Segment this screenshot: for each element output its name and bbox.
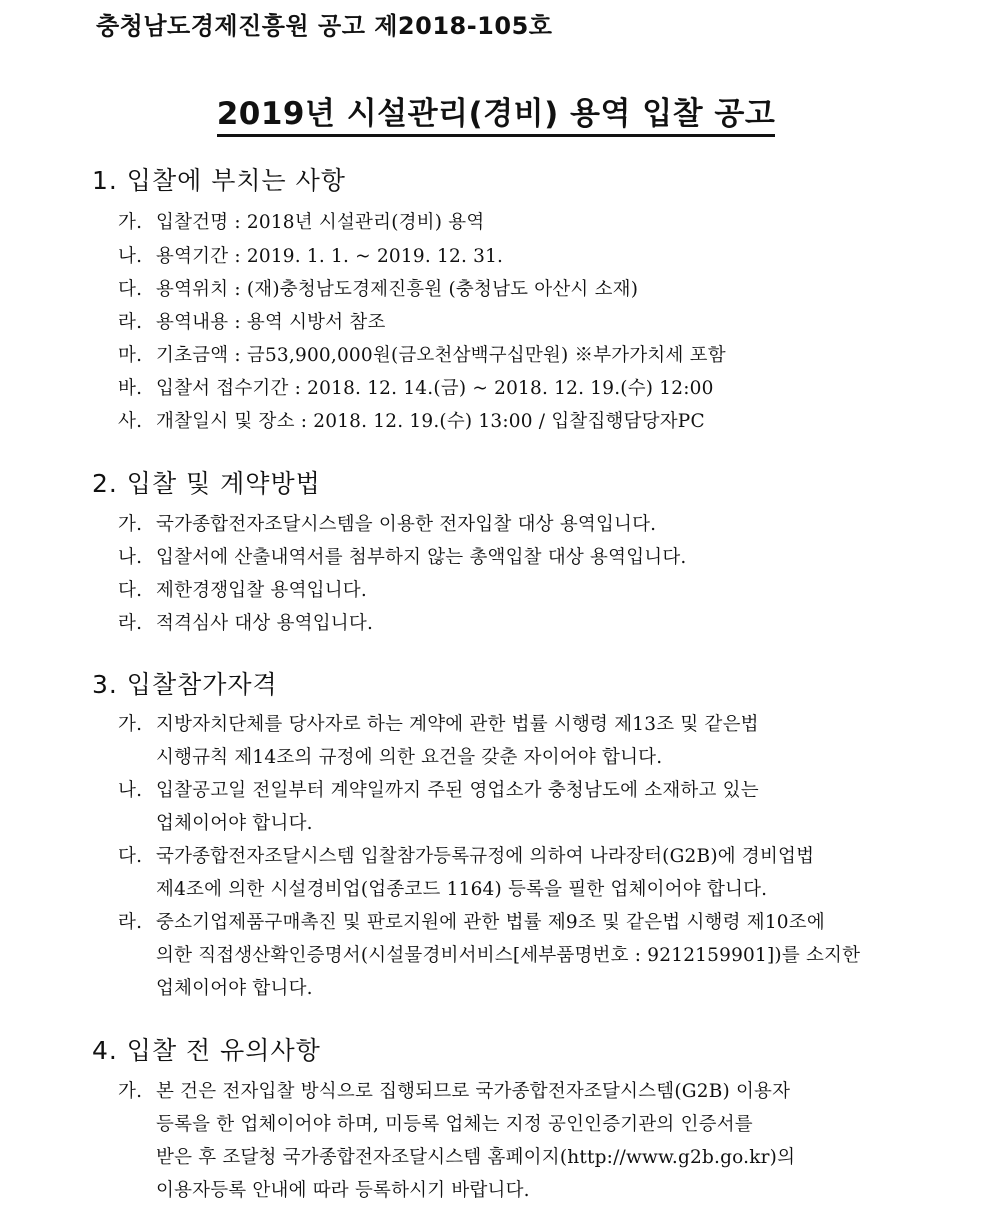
item-mark: 마. bbox=[118, 345, 143, 366]
list-item bbox=[118, 609, 373, 635]
item-text: 입찰공고일 전일부터 계약일까지 주된 영업소가 충청남도에 소재하고 있는 bbox=[156, 780, 759, 801]
item-text: 제한경쟁입찰 용역입니다. bbox=[156, 580, 367, 601]
item-text: 국가종합전자조달시스템 입찰참가등록규정에 의하여 나라장터(G2B)에 경비업법 bbox=[156, 846, 815, 867]
section-heading: 3. 입찰참가자격 bbox=[92, 670, 278, 699]
item-mark: 라. bbox=[118, 912, 143, 933]
item-mark: 나. bbox=[118, 547, 143, 568]
section-heading: 1. 입찰에 부치는 사항 bbox=[92, 166, 346, 195]
list-item bbox=[118, 543, 686, 569]
list-item bbox=[118, 407, 705, 433]
list-item bbox=[118, 510, 656, 536]
item-text: 용역내용 : 용역 시방서 참조 bbox=[156, 312, 386, 333]
item-text: 입찰서에 산출내역서를 첨부하지 않는 총액입찰 대상 용역입니다. bbox=[156, 547, 687, 568]
list-item-continuation: 시행규칙 제14조의 규정에 의한 요건을 갖춘 자이어야 합니다. bbox=[156, 747, 663, 768]
list-item bbox=[118, 1077, 790, 1103]
item-mark: 라. bbox=[118, 613, 143, 634]
item-text: 입찰건명 : 2018년 시설관리(경비) 용역 bbox=[156, 212, 485, 233]
list-item bbox=[118, 576, 367, 602]
list-item-continuation: 업체이어야 합니다. bbox=[156, 978, 313, 999]
list-item-continuation: 이용자등록 안내에 따라 등록하시기 바랍니다. bbox=[156, 1180, 530, 1201]
list-item bbox=[118, 341, 726, 367]
item-mark: 가. bbox=[118, 1081, 143, 1102]
item-text: 개찰일시 및 장소 : 2018. 12. 19.(수) 13:00 / 입찰집행담당자PC bbox=[156, 411, 705, 432]
item-mark: 다. bbox=[118, 279, 143, 300]
announcement-number: 충청남도경제진흥원 공고 제2018-105호 bbox=[96, 12, 553, 40]
list-item bbox=[118, 908, 825, 934]
item-mark: 사. bbox=[118, 411, 143, 432]
item-text: 지방자치단체를 당사자로 하는 계약에 관한 법률 시행령 제13조 및 같은법 bbox=[156, 714, 759, 735]
item-text: 중소기업제품구매촉진 및 판로지원에 관한 법률 제9조 및 같은법 시행령 제10조에 bbox=[156, 912, 825, 933]
document-title bbox=[0, 88, 992, 133]
item-text: 국가종합전자조달시스템을 이용한 전자입찰 대상 용역입니다. bbox=[156, 514, 657, 535]
list-item bbox=[118, 374, 714, 400]
item-text: 적격심사 대상 용역입니다. bbox=[156, 613, 374, 634]
item-text: 용역기간 : 2019. 1. 1. ~ 2019. 12. 31. bbox=[156, 246, 504, 267]
item-mark: 가. bbox=[118, 714, 143, 735]
item-mark: 바. bbox=[118, 378, 143, 399]
list-item bbox=[118, 275, 638, 301]
list-item-continuation: 제4조에 의한 시설경비업(업종코드 1164) 등록을 필한 업체이어야 합니다. bbox=[156, 879, 768, 900]
item-mark: 가. bbox=[118, 212, 143, 233]
section-heading: 2. 입찰 및 계약방법 bbox=[92, 469, 321, 498]
item-mark: 나. bbox=[118, 246, 143, 267]
list-item-continuation: 받은 후 조달청 국가종합전자조달시스템 홈페이지(http://www.g2b.go.kr)의 bbox=[156, 1147, 796, 1168]
list-item bbox=[118, 208, 484, 234]
item-mark: 라. bbox=[118, 312, 143, 333]
list-item bbox=[118, 776, 759, 802]
item-mark: 나. bbox=[118, 780, 143, 801]
list-item bbox=[118, 842, 814, 868]
list-item bbox=[118, 308, 386, 334]
item-text: 기초금액 : 금53,900,000원(금오천삼백구십만원) ※부가가치세 포함 bbox=[156, 345, 726, 366]
document-title-text: 2019년 시설관리(경비) 용역 입찰 공고 bbox=[217, 96, 776, 137]
list-item-continuation: 의한 직접생산확인증명서(시설물경비서비스[세부품명번호 : 9212159901])를 소지한 bbox=[156, 945, 861, 966]
list-item bbox=[118, 242, 503, 268]
section-heading: 4. 입찰 전 유의사항 bbox=[92, 1036, 321, 1065]
item-mark: 가. bbox=[118, 514, 143, 535]
list-item-continuation: 업체이어야 합니다. bbox=[156, 813, 313, 834]
item-mark: 다. bbox=[118, 580, 143, 601]
list-item-continuation: 등록을 한 업체이어야 하며, 미등록 업체는 지정 공인인증기관의 인증서를 bbox=[156, 1114, 753, 1135]
list-item bbox=[118, 710, 759, 736]
item-text: 용역위치 : (재)충청남도경제진흥원 (충청남도 아산시 소재) bbox=[156, 279, 639, 300]
item-text: 본 건은 전자입찰 방식으로 집행되므로 국가종합전자조달시스템(G2B) 이용자 bbox=[156, 1081, 791, 1102]
item-mark: 다. bbox=[118, 846, 143, 867]
item-text: 입찰서 접수기간 : 2018. 12. 14.(금) ~ 2018. 12. 19.(수) 12:00 bbox=[156, 378, 714, 399]
